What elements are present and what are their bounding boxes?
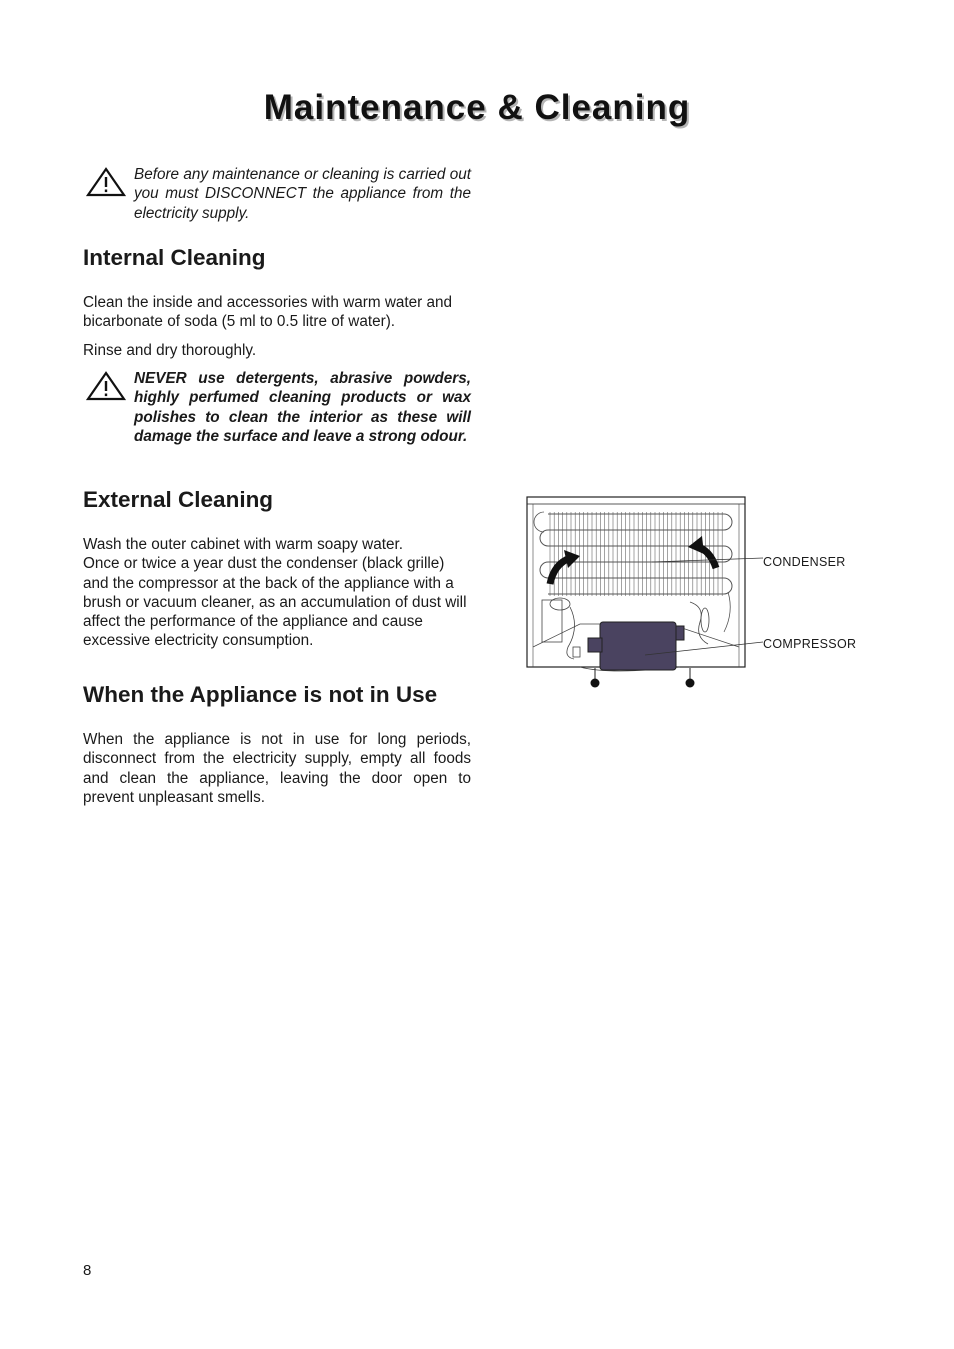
compressor <box>588 622 684 670</box>
internal-cleaning-heading: Internal Cleaning <box>83 245 266 270</box>
page-title: Maintenance & Cleaning <box>263 88 691 127</box>
foot-right <box>686 679 695 688</box>
warning-disconnect-text: Before any maintenance or cleaning is carried out you must DISCONNECT the appliance from the electricity supply. <box>134 166 471 222</box>
external-cleaning-heading: External Cleaning <box>83 487 274 512</box>
not-in-use-body <box>83 730 471 807</box>
appliance-rear-illustration <box>520 492 860 692</box>
compressor-label: COMPRESSOR <box>763 637 857 651</box>
internal-cleaning-para2: Rinse and dry thoroughly. <box>83 341 257 359</box>
warning-icon <box>86 371 126 401</box>
warning-icon <box>86 167 126 197</box>
warning-detergents-text: NEVER use detergents, abrasive powders, highly perfumed cleaning products or wax polishes to clean the interior as these will damage the surface and leave a strong odour. <box>134 370 471 445</box>
warning-disconnect <box>83 165 471 223</box>
internal-cleaning-body <box>83 293 471 360</box>
not-in-use-heading: When the Appliance is not in Use <box>83 682 438 707</box>
airflow-arrow-right <box>688 536 716 568</box>
external-cleaning-body <box>83 535 471 651</box>
warning-detergents <box>83 369 471 446</box>
appliance-rear-diagram <box>520 492 860 692</box>
external-cleaning-para1: Wash the outer cabinet with warm soapy water. <box>83 536 403 553</box>
page-number: 8 <box>83 1262 92 1279</box>
condenser-grille <box>550 512 722 596</box>
condenser-leader-line <box>652 558 763 562</box>
external-cleaning-para2: Once or twice a year dust the condenser (black grille) and the compressor at the back of the appliance with a brush or vacuum cleaner, as an accumulation of dust will affect the performance of the appliance and cause excessive electricity consumption. <box>83 555 467 650</box>
not-in-use-para1: When the appliance is not in use for long periods, disconnect from the electricity supply, empty all foods and clean the appliance, leaving the door open to prevent unpleasant smells. <box>83 731 471 806</box>
internal-cleaning-para1: Clean the inside and accessories with warm water and bicarbonate of soda (5 ml to 0.5 litre of water). <box>83 294 453 331</box>
capacitor-component <box>542 600 562 642</box>
foot-left <box>591 679 600 688</box>
condenser-label: CONDENSER <box>763 555 846 569</box>
